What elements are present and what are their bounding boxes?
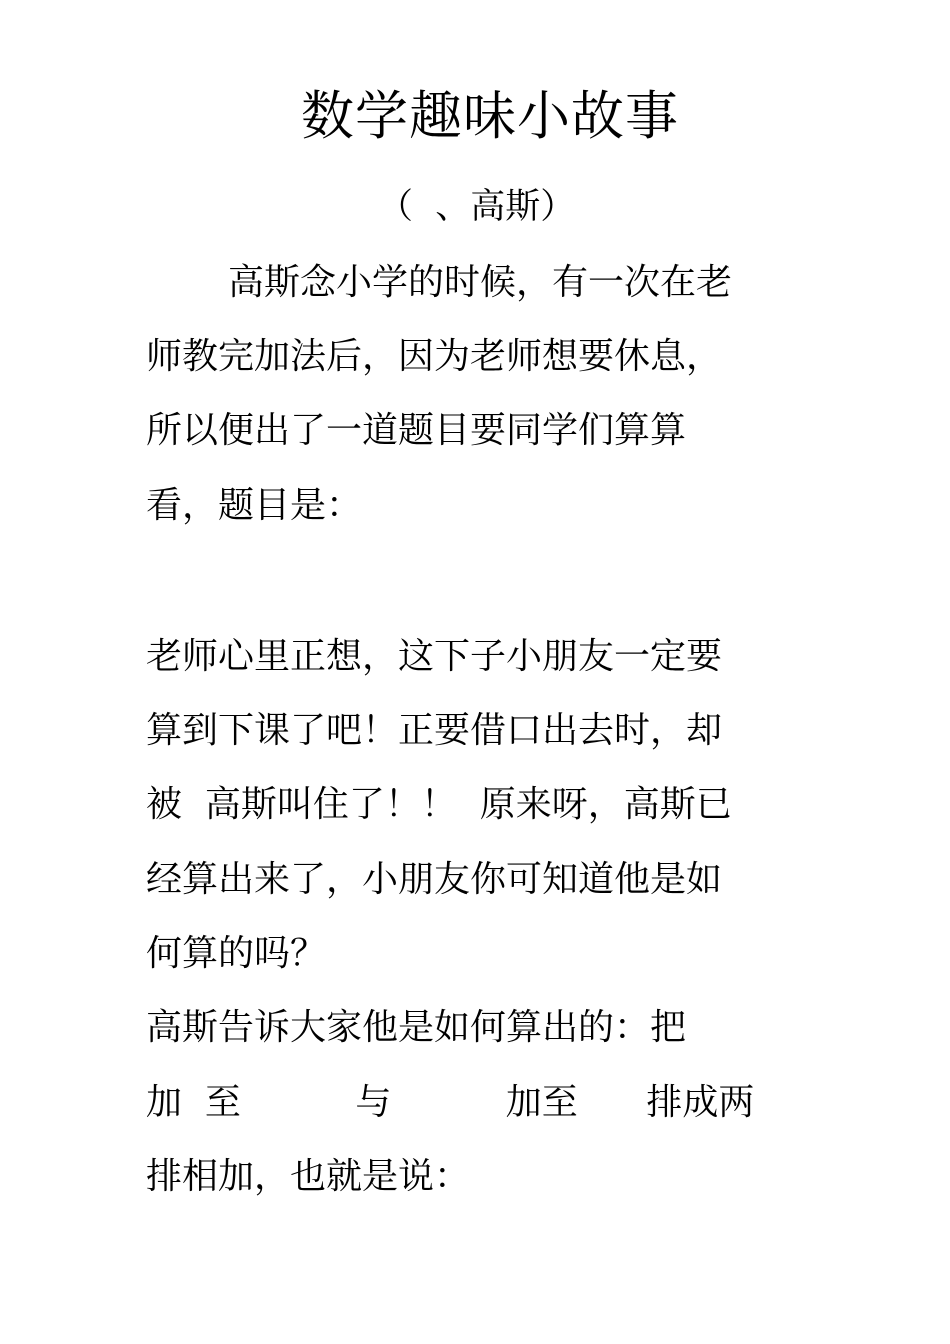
paragraph2-line-1: 老师心里正想，这下子小朋友一定要: [146, 636, 723, 677]
paragraph1-line-4: 看，题目是：: [146, 485, 363, 526]
paragraph3-line-3: 排相加，也就是说：: [146, 1156, 471, 1197]
paragraph2-line-5: 何算的吗？: [146, 933, 327, 974]
document-title: 数学趣味小故事: [301, 86, 679, 147]
paragraph1-line-2: 师教完加法后，因为老师想要休息，: [146, 336, 723, 377]
paragraph3-line-1: 高斯告诉大家他是如何算出的：把: [146, 1007, 687, 1048]
paragraph1-line-3: 所以便出了一道题目要同学们算算: [146, 410, 687, 451]
paragraph3-line-2: 加 至 与 加至 排成两: [146, 1082, 755, 1123]
paragraph1-line-1: 高斯念小学的时候，有一次在老: [228, 262, 733, 303]
paragraph2-line-2: 算到下课了吧！正要借口出去时，却: [146, 710, 723, 751]
paragraph2-line-3: 被 高斯叫住了！！ 原来呀，高斯已: [146, 784, 732, 825]
paragraph2-line-4: 经算出来了，小朋友你可知道他是如: [146, 859, 723, 900]
document-subtitle: （ 、高斯）: [378, 187, 576, 227]
